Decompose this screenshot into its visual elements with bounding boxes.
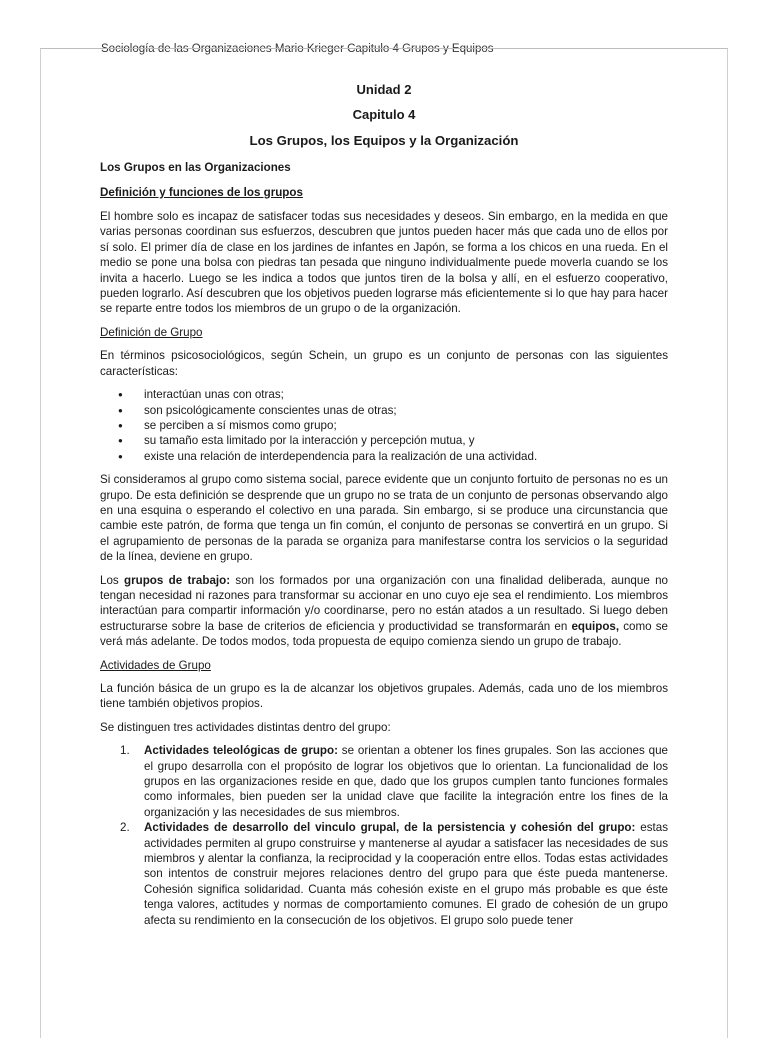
- item-text: se orientan a obtener los fines grupales. Son las acciones que el grupo desarrolla con el propósito de lograr los objetivos que lo orientan. La funcionalidad de los grupos en las organizaciones reside en que, dado que los grupos cumplen tanto funciones formales como informales, bien pueden ser la unidad clave que facilite la integración entre los fines de la organización y las necesidades de sus miembros.: [144, 744, 668, 819]
- characteristics-list: [100, 387, 668, 464]
- item-bold-title: Actividades de desarrollo del vinculo grupal, de la persistencia y cohesión del grupo:: [144, 821, 636, 835]
- chapter-title: Capitulo 4: [352, 107, 416, 123]
- actividades-paragraph: La función básica de un grupo es la de alcanzar los objetivos grupales. Además, cada uno de los miembros tiene también objetivos propios.: [100, 682, 668, 711]
- item-text: estas actividades permiten al grupo construirse y mantenerse al ayudar a satisfacer las necesidades de sus miembros y alentar la confianza, la reciprocidad y la cooperación entre ellos. Todas estas actividades son intentos de construir mejores relaciones dentro del grupo para que éste pueda mantenerse. Cohesión significa solidaridad. Cuanta más cohesión existe en el grupo más probable es que éste tenga valores, actitudes y normas de comportamiento comunes. El grado de cohesión de un grupo afecta su rendimiento en la consecución de los objetivos. El grupo solo puede tener: [144, 821, 668, 927]
- item-number: 1.: [120, 744, 130, 758]
- equipos-bold-term: equipos,: [571, 619, 620, 633]
- list-item: ● interactúan unas con otras;: [144, 387, 668, 402]
- trabajo-mid: son los formados por una organización con una finalidad deliberada, aunque no tengan necesidad ni razones para transformar su accionar en uno cuyo eje sea el rendimiento. Los miembros interactúan para compartir información y/o coordinarse, pero no están atados a un resultado. Si luego deben estructurarse sobre la base de criterios de eficiencia y productividad se transformarán en: [100, 573, 668, 633]
- trabajo-bold-term: grupos de trabajo:: [124, 573, 231, 587]
- definicion-paragraph: En términos psicosociológicos, según Schein, un grupo es un conjunto de personas con las siguientes características:: [100, 349, 668, 378]
- item-number: 2.: [120, 821, 130, 835]
- item-bold-title: Actividades teleológicas de grupo:: [144, 744, 338, 758]
- distinguen-paragraph: Se distinguen tres actividades distintas dentro del grupo:: [100, 720, 391, 734]
- title-block: [100, 82, 668, 148]
- list-item: ● su tamaño esta limitado por la interacción y percepción mutua, y: [144, 433, 668, 448]
- section-title: Los Grupos en las Organizaciones: [100, 161, 291, 175]
- trabajo-post: como se verá más adelante. De todos modos, toda propuesta de equipo comienza siendo un grupo de trabajo.: [100, 619, 668, 649]
- activities-list: [100, 743, 668, 928]
- definicion-heading: Definición de Grupo: [100, 325, 203, 339]
- actividades-heading: Actividades de Grupo: [100, 658, 211, 672]
- list-item: ● se perciben a sí mismos como grupo;: [144, 418, 668, 433]
- document-content: [100, 82, 668, 928]
- trabajo-pre: Los: [100, 573, 125, 587]
- sistema-paragraph: Si consideramos al grupo como sistema social, parece evidente que un conjunto fortuito de personas no es un grupo. De esta definición se desprende que un grupo no se trata de un conjunto de personas observando algo en una esquina o esperando el colectivo en una parada. Sin embargo, si se produce una circunstancia que cambie este patrón, de forma que tenga un fin común, el conjunto de personas se convertirá en un grupo. Si el agrupamiento de personas de la parada se organiza para manifestarse contra los servicios o la seguridad de la línea, deviene en grupo.: [100, 473, 668, 564]
- list-item: [120, 820, 668, 928]
- list-item: [120, 743, 668, 820]
- unit-title: Unidad 2: [356, 82, 412, 97]
- list-item: ● existe una relación de interdependencia para la realización de una actividad.: [144, 449, 668, 464]
- running-header: Sociología de las Organizaciones Mario Krieger Capitulo 4 Grupos y Equipos: [101, 43, 494, 55]
- subsection-title: Definición y funciones de los grupos: [100, 185, 303, 199]
- intro-paragraph: El hombre solo es incapaz de satisfacer todas sus necesidades y deseos. Sin embargo, en la medida en que varias personas coordinan sus esfuerzos, descubren que juntos pueden hacer más que cada uno de ellos por sí solo. El primer día de clase en los jardines de infantes en Japón, se forma a los chicos en una rueda. En el medio se pone una bolsa con piedras tan pesada que ninguno individualmente puede moverla cuando se los invita a hacerlo. Luego se les indica a todos que juntos tiren de la bolsa y allí, en el esfuerzo cooperativo, pueden lograrlo. Así descubren que los objetivos pueden lograrse más eficientemente si lo que hay para hacer se reparte entre todos los miembros de un grupo o de la organización.: [100, 210, 668, 316]
- page-title: Los Grupos, los Equipos y la Organización: [249, 132, 519, 148]
- trabajo-paragraph: [100, 573, 668, 650]
- list-item: ● son psicológicamente conscientes unas de otras;: [144, 403, 668, 418]
